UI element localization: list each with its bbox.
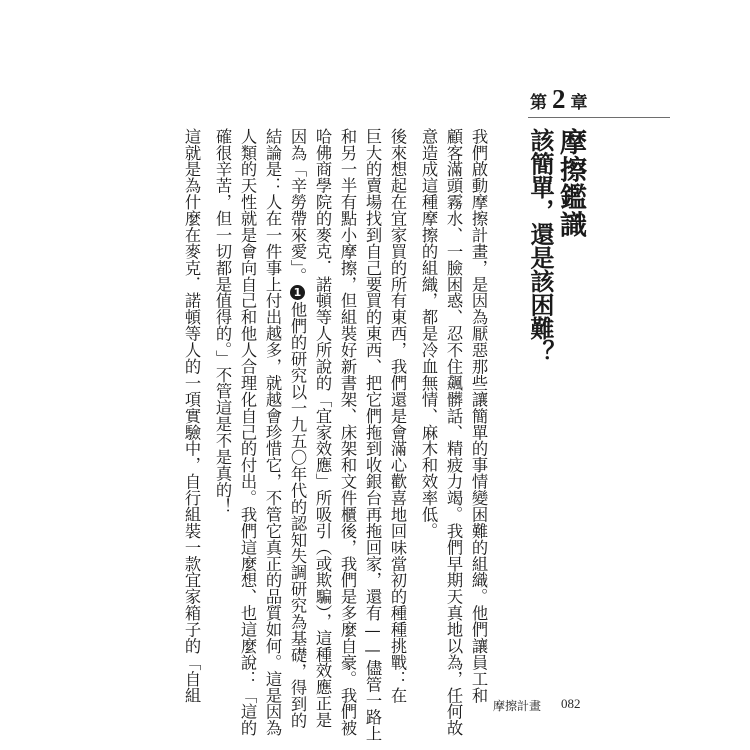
chapter-label-pre: 第 [530,93,547,113]
footnote-marker[interactable]: 1 [291,286,304,300]
body-column-9: 結論是：人在一件事上付出越多，就越會珍惜它，不管它真正的品質如何。這是因為 [263,128,282,737]
running-title: 摩擦計畫 [493,699,542,713]
chapter-title: 摩擦鑑識 [555,128,586,238]
body-column-8-part-b: 他們的研究以一九五〇年代的認知失調研究為基礎，得到的 [288,301,307,729]
body-column-8 [285,128,309,729]
body-column-5: 巨大的賣場找到自己要買的東西、把它們拖到收銀台再拖回家，還有——儘管一路上 [363,128,382,742]
chapter-subtitle: 該簡單，還是該困難？ [526,128,555,363]
body-column-3: 意造成這種摩擦的組織，都是冷血無情、麻木和效率低。 [419,128,438,539]
body-column-12: 這就是為什麼在麥克．諾頓等人的一項實驗中，自行組裝一款宜家箱子的「自組 [182,128,201,704]
chapter-number: 2 [552,84,566,114]
body-column-11: 確很辛苦，但一切都是值得的。」不管這是不是真的！ [213,128,232,515]
body-column-10: 人類的天性就是會向自己和他人合理化自己的付出。我們這麼想、也這麼說：「這的 [238,128,257,737]
body-column-1: 我們啟動摩擦計畫，是因為厭惡那些讓簡單的事情變困難的組織。他們讓員工和 [469,128,488,704]
body-column-7: 哈佛商學院的麥克．諾頓等人所說的「宜家效應」所吸引（或欺騙），這種效應正是 [313,128,332,729]
chapter-label [530,84,588,114]
body-column-6: 和另一半有點小摩擦，但組裝好新書架、床架和文件櫃後，我們是多麼自豪。我們被 [338,128,357,737]
page-number: 082 [561,696,581,711]
body-column-2: 顧客滿頭霧水、一臉困惑、忍不住飆髒話、精疲力竭。我們早期天真地以為，任何故 [444,128,463,737]
body-column-4: 後來想起在宜家買的所有東西，我們還是會滿心歡喜地回味當初的種種挑戰：在 [388,128,407,704]
body-column-8-part-a: 因為「辛勞帶來愛」。 [288,128,307,285]
chapter-rule [528,117,670,118]
chapter-label-post: 章 [570,93,588,113]
